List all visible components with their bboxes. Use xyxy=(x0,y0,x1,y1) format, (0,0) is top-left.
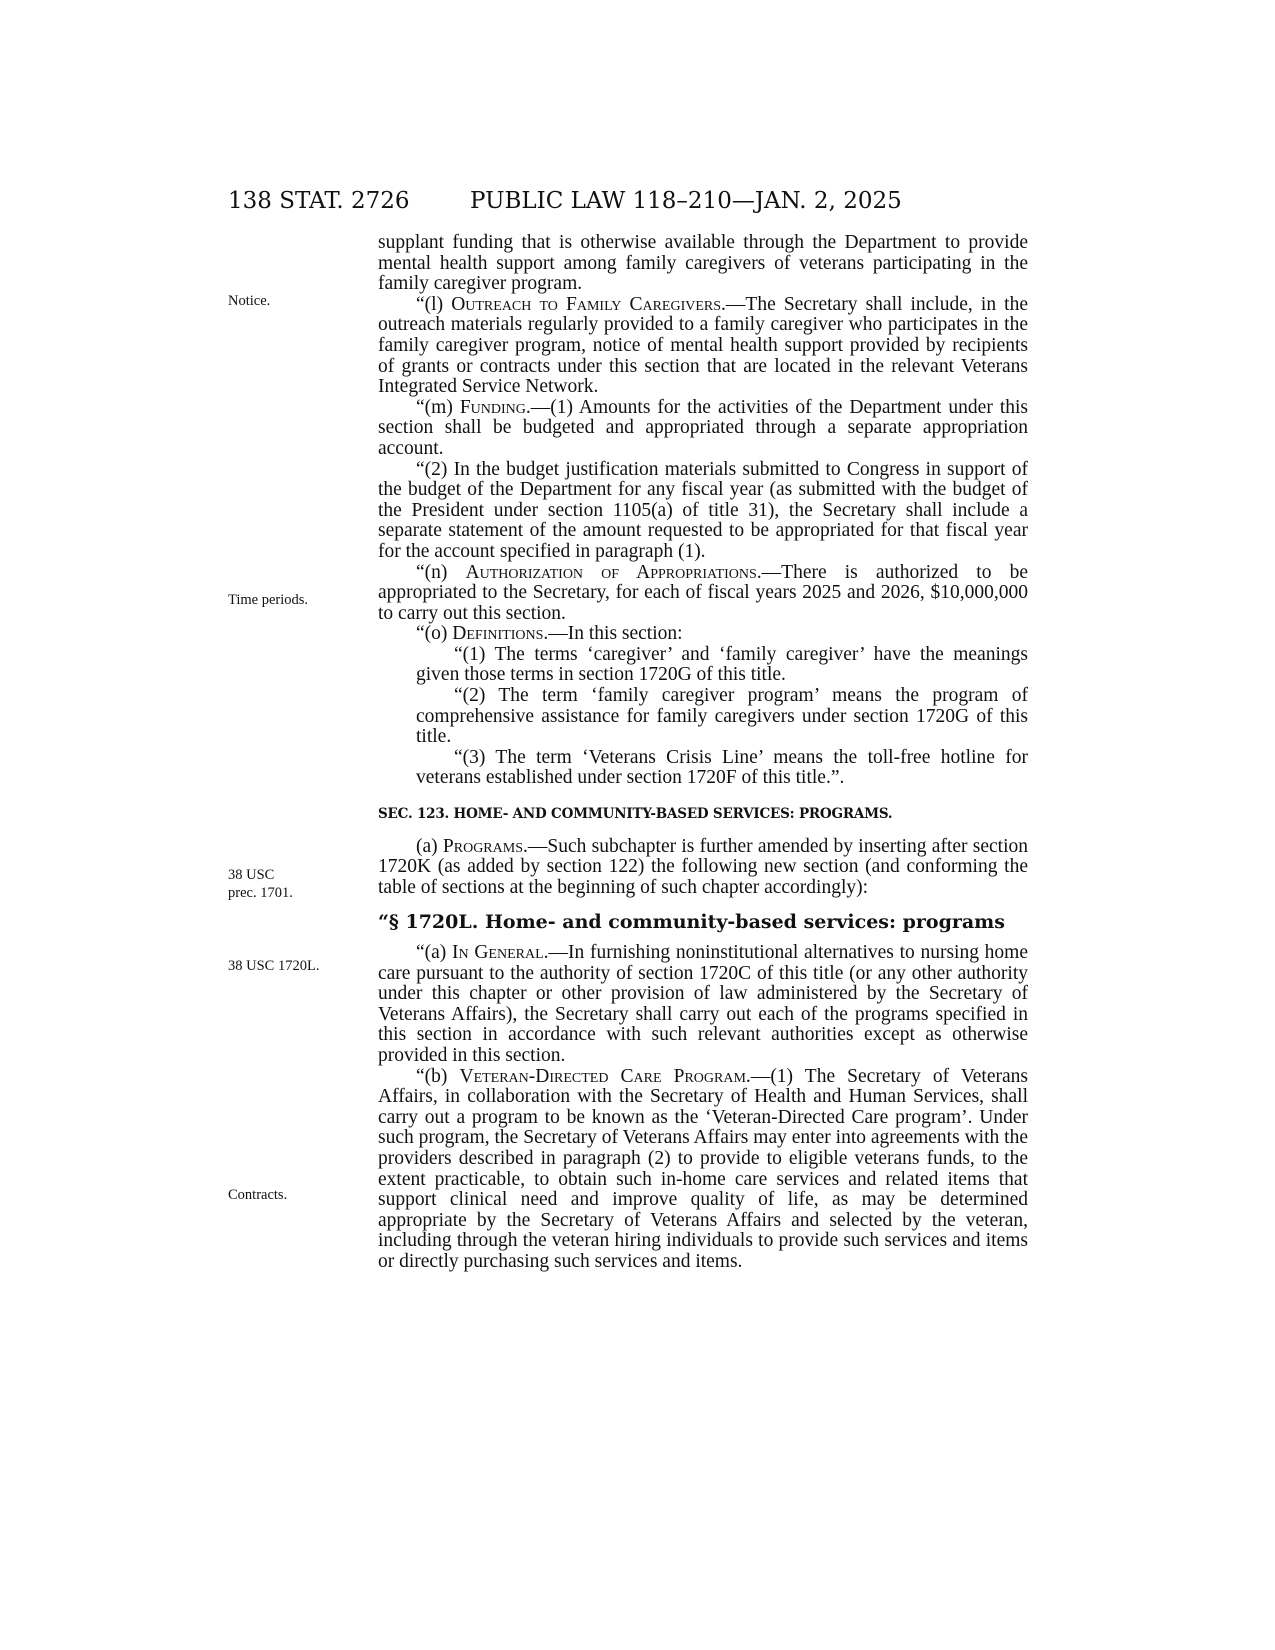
margin-note-usc-prec-line2: prec. 1701. xyxy=(228,885,293,901)
margin-note-usc-prec-line1: 38 USC xyxy=(228,867,275,883)
margin-note-usc-1720l: 38 USC 1720L. xyxy=(228,958,320,974)
definition-family-caregiver-program: “(2) The term ‘family caregiver program’ means the program of comprehensive assistance for family caregivers under section 1720G of this title. xyxy=(416,685,1028,748)
paragraph-text: —Such subchapter is further amended by inserting after section 1720K (as added by section 122) the following new section (and conforming the table of sections at the beginning of such chapter accordingly): xyxy=(378,835,1028,898)
paragraph-text: —In furnishing noninstitutional alternatives to nursing home care pursuant to the authority of section 1720C of this title (or any other authority under this chapter or other provision of law administered by the Secretary of Veterans Affairs), the Secretary shall carry out each of the programs specified in this section in accordance with such relevant authorities except as otherwise provided in this section. xyxy=(378,942,1028,1066)
definition-caregiver: “(1) The terms ‘caregiver’ and ‘family caregiver’ have the meanings given those terms in section 1720G of this title. xyxy=(416,643,1028,686)
paragraph-programs xyxy=(378,837,1028,899)
margin-note-notice: Notice. xyxy=(228,293,271,309)
paragraph-text: —(1) The Secretary of Veterans Affairs, in collaboration with the Secretary of Health and Human Services, shall carry out a program to be known as the ‘Veteran-Directed Care program’. Under such program, the Secretary of Veterans Affairs may enter into agreements with the providers described in paragraph (2) to provide to eligible veterans funds, to the extent practicable, to obtain such in-home care services and related items that support clinical need and improve quality of life, as may be determined appropriate by the Secretary of Veterans Affairs and selected by the veteran, including through the veteran hiring individuals to provide such services and items or directly purchasing such services and items. xyxy=(378,1065,1028,1272)
margin-note-usc-prec xyxy=(228,866,293,902)
paragraph-heading-in-general: In General. xyxy=(452,942,549,963)
paragraph-heading-programs: Programs. xyxy=(442,835,528,857)
paragraph-heading-veteran-directed-care: Veteran-Directed Care Program. xyxy=(459,1065,751,1087)
paragraph-lead: (a) xyxy=(416,835,443,857)
public-law-header: PUBLIC LAW 118–210—JAN. 2, 2025 xyxy=(470,188,902,214)
paragraph-lead: “(m) xyxy=(416,396,460,418)
paragraph-lead: “(o) xyxy=(416,623,453,645)
paragraph-lead: “(n) xyxy=(416,561,466,583)
paragraph-text: —In this section: xyxy=(548,623,683,645)
paragraph-text: —The Secretary shall include, in the outreach materials regularly provided to a family caregiver who participates in the family caregiver program, notice of mental health support provided by recipients of grants or contracts under this section that are located in the relevant Veterans Integrated Service Network. xyxy=(378,293,1029,398)
paragraph-heading-definitions: Definitions. xyxy=(452,623,549,645)
paragraph-lead: “(b) xyxy=(416,1065,460,1087)
paragraph-text: —There is authorized to be appropriated to the Secretary, for each of fiscal years 2025 and 2026, $10,000,000 to carry out this section. xyxy=(378,561,1028,624)
section-title-1720l: “§ 1720L. Home- and community-based services: programs xyxy=(378,911,1005,934)
definition-veterans-crisis-line: “(3) The term ‘Veterans Crisis Line’ means the toll-free hotline for veterans established under section 1720F of this title.”. xyxy=(416,746,1028,789)
paragraph-supplant-funding: supplant funding that is otherwise available through the Department to provide mental health support among family caregivers of veterans participating in the family caregiver program. xyxy=(378,232,1028,295)
section-heading: SEC. 123. HOME- AND COMMUNITY-BASED SERVICES: PROGRAMS. xyxy=(378,806,893,823)
paragraph-text: —(1) Amounts for the activities of the Department under this section shall be budgeted and appropriated through a separate appropriation account. xyxy=(378,396,1028,459)
paragraph-budget-justification: “(2) In the budget justification materials submitted to Congress in support of the budget of the Department for any fiscal year (as submitted with the budget of the President under section 1105(a) of title 31), the Secretary shall include a separate statement of the amount requested to be appropriated for that fiscal year for the account specified in paragraph (1). xyxy=(378,458,1028,562)
margin-note-time-periods: Time periods. xyxy=(228,592,309,608)
margin-note-contracts: Contracts. xyxy=(228,1187,288,1203)
paragraph-veteran-directed-care xyxy=(378,1067,1028,1273)
page-stat-header: 138 STAT. 2726 xyxy=(228,188,410,214)
paragraph-funding xyxy=(378,398,1028,460)
paragraph-lead: “(a) xyxy=(416,942,453,963)
paragraph-heading-funding: Funding. xyxy=(459,396,531,418)
body-text xyxy=(378,233,1028,1273)
paragraph-heading-outreach: Outreach to Family Caregivers. xyxy=(451,293,726,315)
paragraph-lead: “(l) xyxy=(416,293,452,315)
paragraph-outreach xyxy=(378,295,1028,398)
paragraph-authorization xyxy=(378,563,1028,625)
paragraph-in-general xyxy=(378,943,1028,1067)
paragraph-definitions xyxy=(378,624,1028,645)
paragraph-heading-authorization: Authorization of Appropriations. xyxy=(465,561,762,583)
